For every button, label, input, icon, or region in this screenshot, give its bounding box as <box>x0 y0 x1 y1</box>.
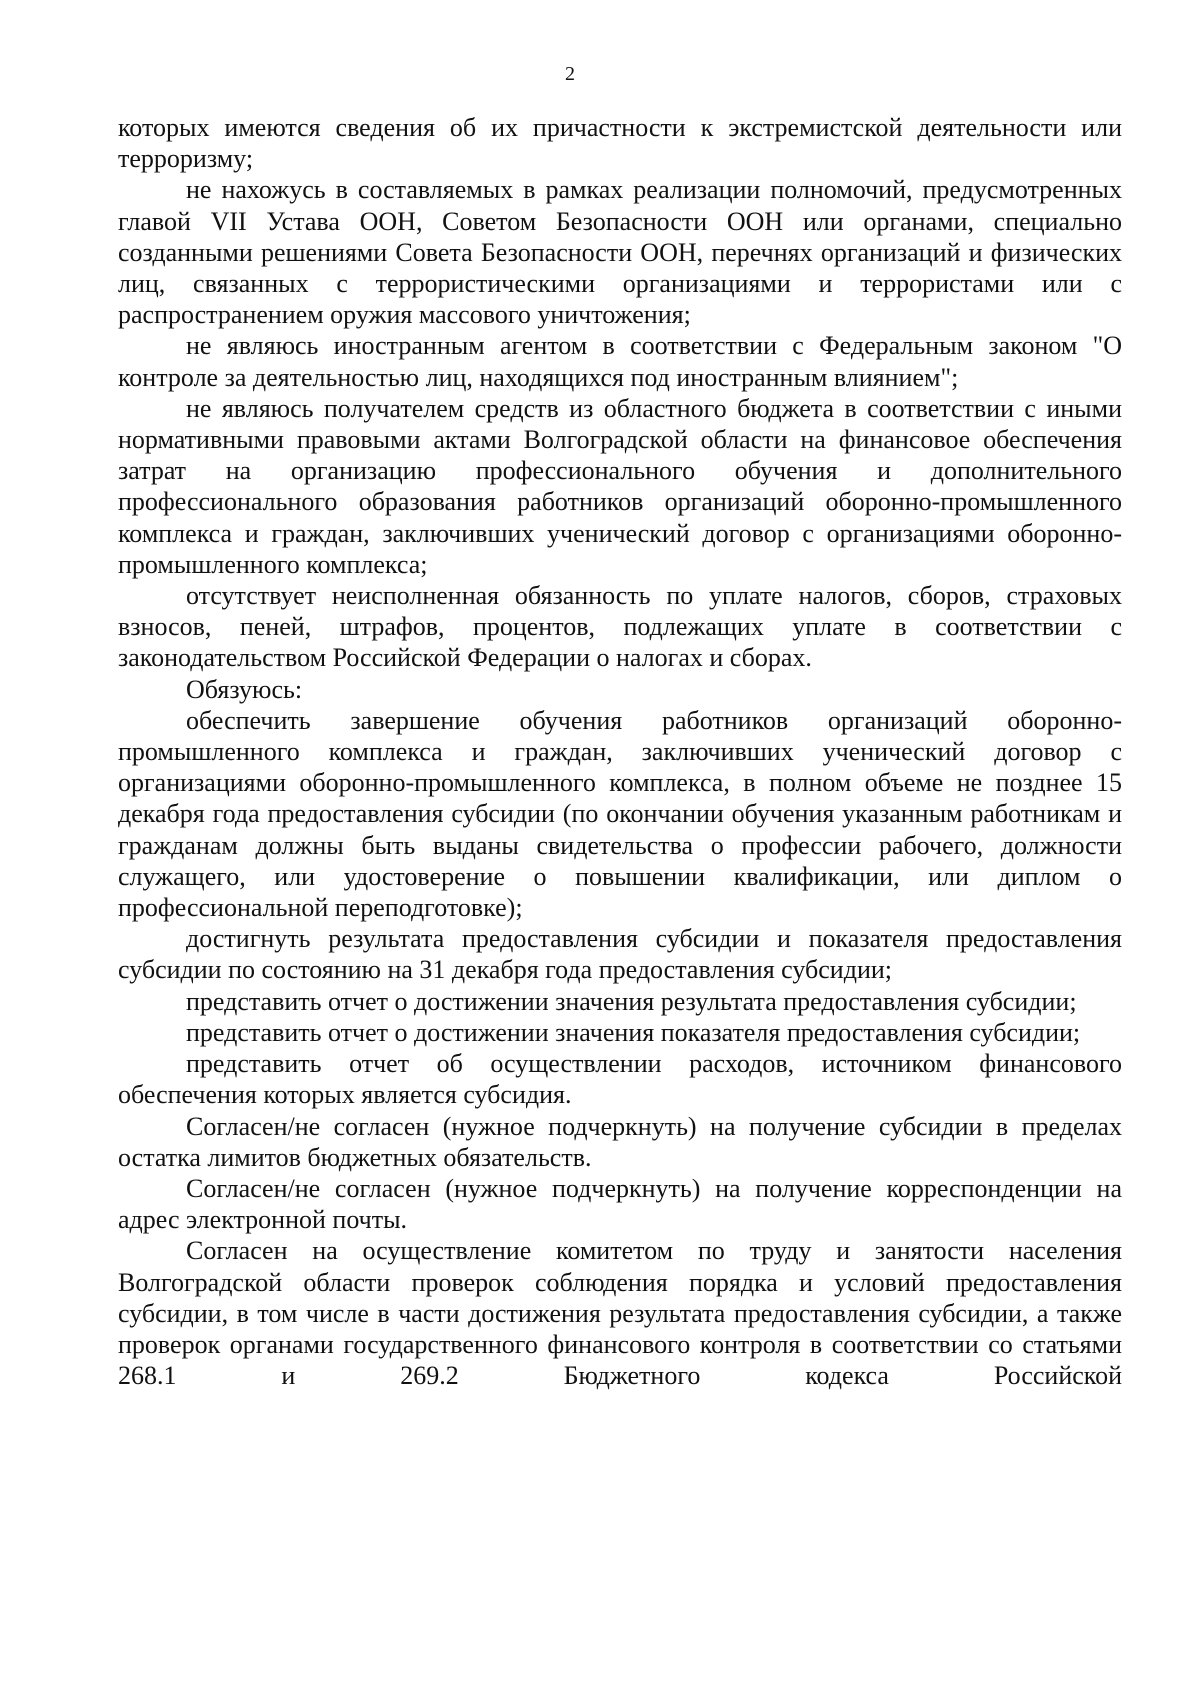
paragraph-budget-funds: не являюсь получателем средств из областного бюджета в соответствии с иными нормативными правовыми актами Волгоградской области на финансовое обеспечения затрат на организацию профессионального обучения и дополнительного профессионального образования работников организаций оборонно-промышленного комплекса и граждан, заключивших ученический договор с организациями оборонно-промышленного комплекса; <box>118 393 1122 579</box>
paragraph-tax-obligations: отсутствует неисполненная обязанность по уплате налогов, сборов, страховых взносов, пеней, штрафов, процентов, подлежащих уплате в соответствии с законодательством Российской Федерации о налогах и сборах. <box>118 581 1122 673</box>
document-body <box>118 112 1122 1391</box>
paragraph-achieve-result: достигнуть результата предоставления субсидии и показателя предоставления субсидии по состоянию на 31 декабря года предоставления субсидии; <box>118 924 1122 985</box>
paragraph-continuation: которых имеются сведения об их причастности к экстремистской деятельности или терроризму; <box>118 113 1122 174</box>
paragraph-foreign-agent: не являюсь иностранным агентом в соответствии с Федеральным законом "О контроле за деятельностью лиц, находящихся под иностранным влиянием"; <box>118 331 1122 392</box>
paragraph-consent-limits: Согласен/не согласен (нужное подчеркнуть) на получение субсидии в пределах остатка лимитов бюджетных обязательств. <box>118 1111 1122 1172</box>
paragraph-report-expenses: представить отчет об осуществлении расходов, источником финансового обеспечения которых является субсидия. <box>118 1049 1122 1110</box>
paragraph-consent-email: Согласен/не согласен (нужное подчеркнуть) на получение корреспонденции на адрес электронной почты. <box>118 1173 1122 1235</box>
page-number: 2 <box>565 63 575 85</box>
paragraph-un-sanctions-lists: не нахожусь в составляемых в рамках реализации полномочий, предусмотренных главой VII Устава ООН, Советом Безопасности ООН или органами, специально созданными решениями Совета Безопасности ООН, перечнях организаций и физических лиц, связанных с террористическими организациями и террористами или с распространением оружия массового уничтожения; <box>118 175 1122 330</box>
paragraph-obligations-heading: Обязуюсь: <box>186 674 303 704</box>
paragraph-report-result: представить отчет о достижении значения результата предоставления субсидии; <box>186 986 1077 1016</box>
paragraph-consent-inspections: Согласен на осуществление комитетом по труду и занятости населения Волгоградской области проверок соблюдения порядка и условий предоставления субсидии, в том числе в части достижения результата предоставления субсидии, а также проверок органами государственного финансового контроля в соответствии со статьями 268.1 и 269.2 Бюджетного кодекса Российской <box>118 1236 1122 1391</box>
paragraph-complete-training: обеспечить завершение обучения работников организаций оборонно-промышленного комплекса и граждан, заключивших ученический договор с организациями оборонно-промышленного комплекса, в полном объеме не позднее 15 декабря года предоставления субсидии (по окончании обучения указанным работникам и гражданам должны быть выданы свидетельства о профессии рабочего, должности служащего, или удостоверение о повышении квалификации, или диплом о профессиональной переподготовке); <box>118 705 1122 923</box>
paragraph-report-indicator: представить отчет о достижении значения показателя предоставления субсидии; <box>186 1017 1081 1047</box>
